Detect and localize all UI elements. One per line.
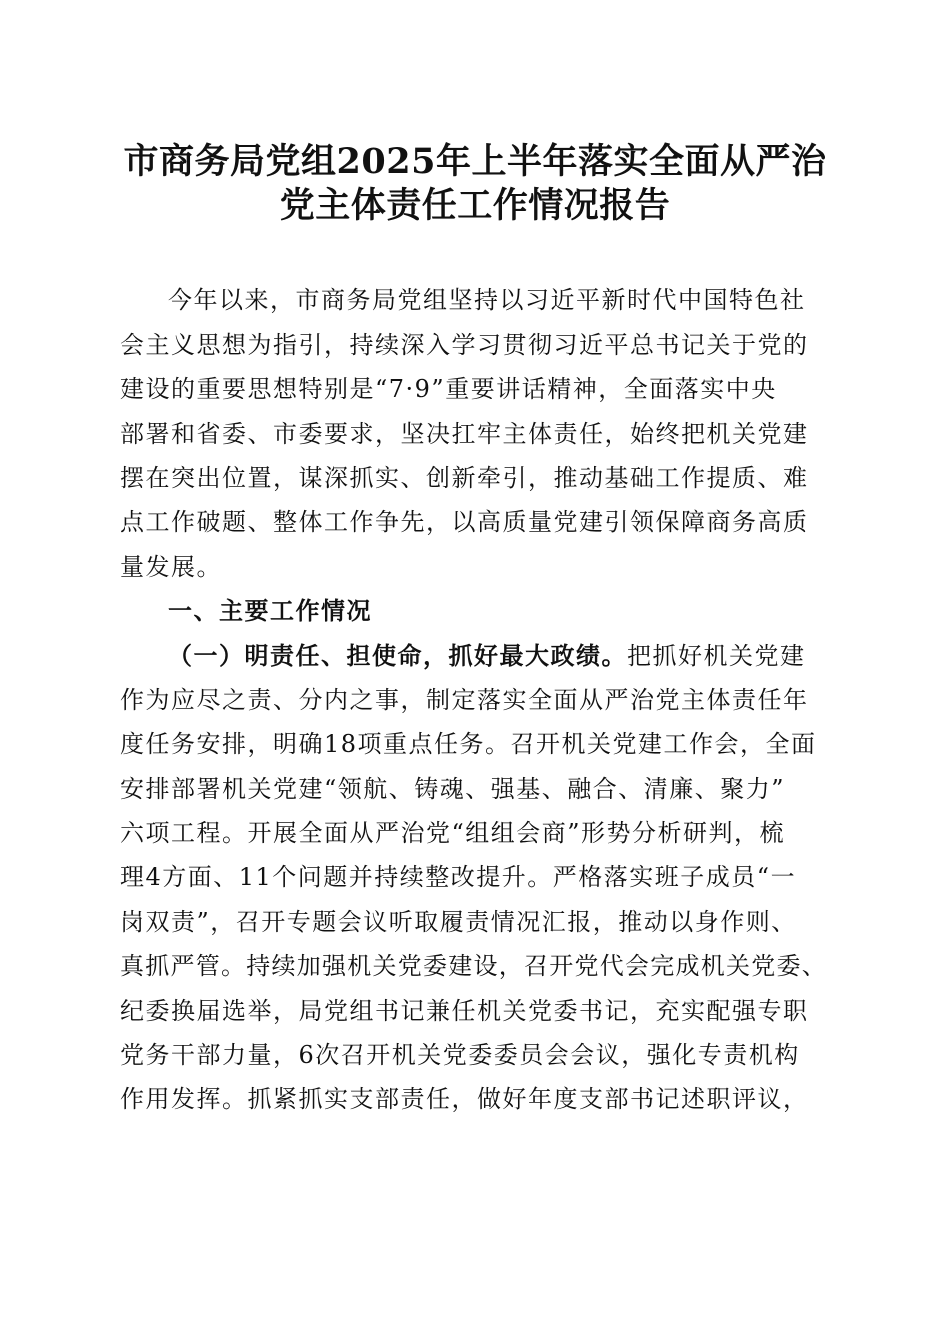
document-title-line-1: 市商务局党组2025年上半年落实全面从严治	[123, 141, 827, 182]
subsection-first-line	[168, 640, 830, 672]
subsection-first-line-rest: 把抓好机关党建	[627, 642, 806, 670]
subsection-heading: （一）明责任、担使命，抓好最大政绩。	[168, 641, 627, 670]
body-line-1: 作为应尽之责、分内之事，制定落实全面从严治党主体责任年	[120, 686, 809, 714]
intro-line-3: 建设的重要思想特别是“7·9”重要讲话精神，全面落实中央	[120, 375, 777, 403]
section-heading: 一、主要工作情况	[168, 597, 372, 625]
intro-line-4: 部署和省委、市委要求，坚决扛牢主体责任，始终把机关党建	[120, 420, 809, 448]
intro-line-5: 摆在突出位置，谋深抓实、创新牵引，推动基础工作提质、难	[120, 464, 809, 492]
intro-line-2: 会主义思想为指引，持续深入学习贯彻习近平总书记关于党的	[120, 331, 809, 359]
body-line-6: 岗双责”，召开专题会议听取履责情况汇报，推动以身作则、	[120, 908, 797, 936]
document-title-line-2: 党主体责任工作情况报告	[279, 185, 671, 226]
body-line-5: 理4方面、11个问题并持续整改提升。严格落实班子成员“一	[120, 863, 797, 891]
body-line-7: 真抓严管。持续加强机关党委建设，召开党代会完成机关党委、	[120, 952, 827, 980]
body-line-8: 纪委换届选举，局党组书记兼任机关党委书记，充实配强专职	[120, 997, 809, 1025]
body-line-10: 作用发挥。抓紧抓实支部责任，做好年度支部书记述职评议，	[120, 1085, 809, 1113]
intro-line-7: 量发展。	[120, 553, 222, 581]
body-line-4: 六项工程。开展全面从严治党“组组会商”形势分析研判，梳	[120, 819, 786, 847]
body-line-3: 安排部署机关党建“领航、铸魂、强基、融合、清廉、聚力”	[120, 775, 786, 803]
body-line-2: 度任务安排，明确18项重点任务。召开机关党建工作会，全面	[120, 730, 817, 758]
intro-line-6: 点工作破题、整体工作争先，以高质量党建引领保障商务高质	[120, 508, 809, 536]
body-line-9: 党务干部力量，6次召开机关党委委员会会议，强化专责机构	[120, 1041, 800, 1069]
intro-line-1: 今年以来，市商务局党组坚持以习近平新时代中国特色社	[168, 286, 806, 314]
